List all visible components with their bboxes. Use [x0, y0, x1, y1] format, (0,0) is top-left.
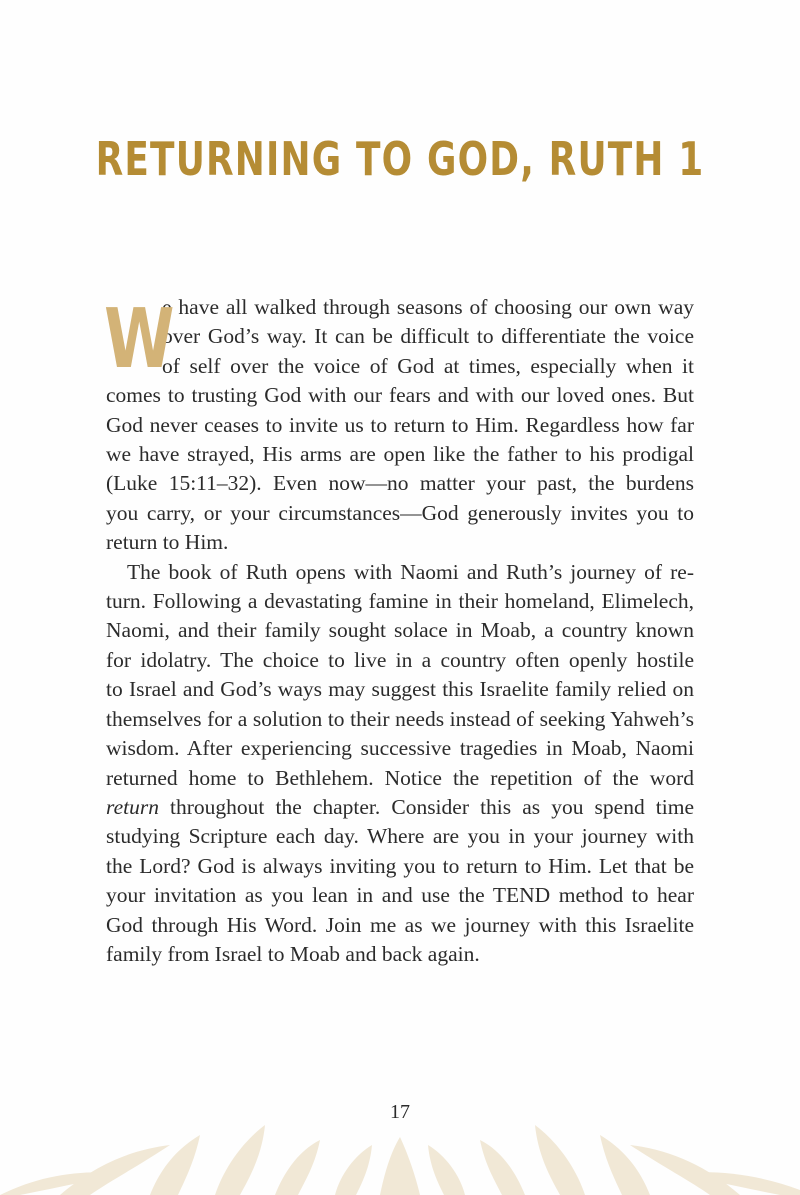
text-line: return to Him.: [106, 530, 229, 555]
text-line: themselves for a solution to their needs instead of seeking Yahweh’s: [106, 706, 694, 731]
drop-cap: W: [104, 292, 175, 387]
text-line: turn. Following a devastating famine in their homeland, Elimelech,: [106, 589, 694, 614]
text-line: wisdom. After experiencing successive tragedies in Moab, Naomi: [106, 736, 694, 761]
text-line: to Israel and God’s ways may suggest this Israelite family relied on: [106, 677, 694, 702]
text-line: comes to trusting God with our fears and with our loved ones. But: [106, 383, 694, 408]
text-line: God never ceases to invite us to return to Him. Regardless how far: [106, 412, 694, 437]
text-line: family from Israel to Moab and back again.: [106, 941, 480, 966]
text-line: (Luke 15:11–32). Even now—no matter your past, the burdens: [106, 471, 694, 496]
page-number: 17: [390, 1101, 410, 1123]
text-line: of self over the voice of God at times, especially when it: [162, 353, 694, 378]
text-line: the Lord? God is always inviting you to return to Him. Let that be: [106, 853, 694, 878]
text-line: over God’s way. It can be difficult to differentiate the voice: [162, 324, 694, 349]
decorative-leaf-ornament-icon: [0, 1115, 800, 1195]
text-fragment: throughout the chapter. Consider this as you spend time: [158, 794, 694, 819]
text-line: e have all walked through seasons of choosing our own way: [162, 295, 694, 319]
text-line: The book of Ruth opens with Naomi and Ruth’s journey of re-: [127, 559, 694, 584]
paragraph-1: [106, 293, 694, 558]
text-line: we have strayed, His arms are open like the father to his prodigal: [106, 442, 694, 467]
text-line: for idolatry. The choice to live in a country often openly hostile: [106, 647, 694, 672]
page-title: RETURNING TO GOD, RUTH 1: [95, 132, 705, 186]
body-text: [106, 293, 694, 969]
text-line: your invitation as you lean in and use the TEND method to hear: [106, 883, 694, 908]
text-line-italic: [106, 793, 694, 822]
italic-word: return: [106, 794, 159, 819]
text-line: Naomi, and their family sought solace in Moab, a country known: [106, 618, 694, 643]
text-line: God through His Word. Join me as we journey with this Israelite: [106, 912, 694, 937]
text-line: you carry, or your circumstances—God generously invites you to: [106, 500, 694, 525]
paragraph-2: [106, 558, 694, 970]
text-line: studying Scripture each day. Where are you in your journey with: [106, 824, 694, 849]
text-line: returned home to Bethlehem. Notice the repetition of the word: [106, 765, 694, 790]
